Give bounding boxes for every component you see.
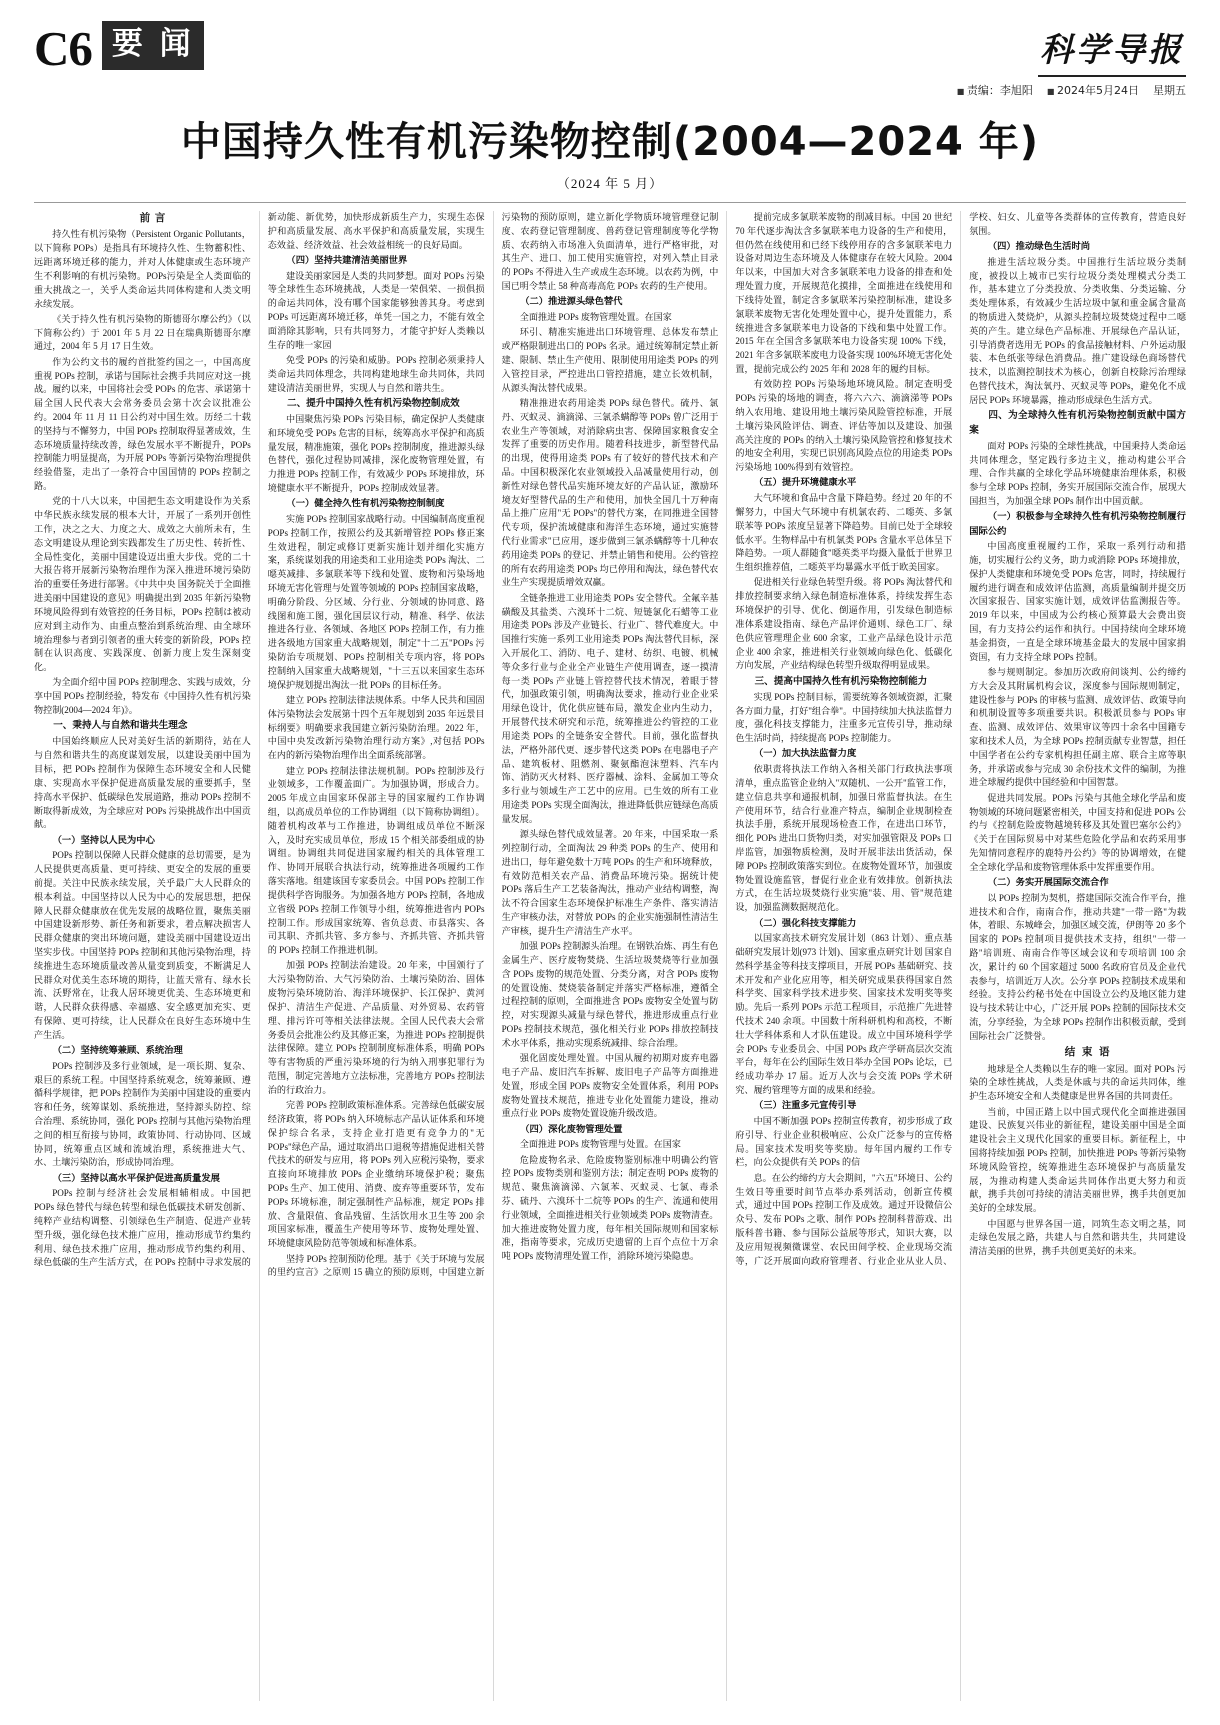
article-heading: （一）积极参与全球持久性有机污染物控制履行国际公约 — [969, 512, 1186, 537]
article-paragraph: 息。在公约缔约方大会期间，"六五"环境日、公约生效日等重要时间节点举办系列活动，创新宣传模式，通过中国 POPs 控制工作及成效。通过开设微信公众号、发布 POPs 之歌、制作 POPs 控制科普游戏、出版科普书籍、参与国际公益展等形式，知识大赛，以及应用短视频微课堂、农民田间学校、企业现场交流等，广泛开展面向政府管理者、行业企业从业人员、学校、妇女、儿童等各类群体的宣传教育，营造良好氛围。 — [735, 212, 1186, 1266]
page-title: 中国持久性有机污染物控制(2004—2024 年) — [180, 119, 1040, 165]
issue-weekday: 星期五 — [1153, 84, 1186, 97]
article-heading: 二、提升中国持久性有机污染物控制成效 — [286, 397, 460, 409]
article-paragraph: 参与规则制定。参加历次政府间谈判、公约缔约方大会及其附属机构会议，深度参与国际规则制定，建设性参与 POPs 的审核与监测、成效评估、政策导向和机制设置等多项重要共识。积极派员参与 POPs 审查、监测、成效评估、效果审议等四十余名中国籍专家和技术人员，为全球 POPs 控制贡献专业智慧，担任中国学者在公约专家机构担任副主席、联合主席等职务，并承诺或参与完成 30 余份技术文件的编制，为推进全球履约提供中国经验和中国智慧。 — [969, 666, 1186, 788]
article-paragraph: 持久性有机污染物（Persistent Organic Pollutants，以下简称 POPs）是指具有环境持久性、生物蓄积性、远距离环境迁移的能力，并对人体健康或生态环境产生不利影响的有机污染物。POPs污染是全人类面临的重大挑战之一，关乎人类命运共同体构建和人类文明永续发展。 — [34, 229, 251, 309]
article-paragraph: 全链条推进工业用途类 POPs 安全替代。全氟辛基磺酸及其盐类、六溴环十二烷、短链氯化石蜡等工业用途类 POPs 涉及产业链长、行业广、替代难度大。中国推行实施一系列工业用途类 POPs 淘汰替代目标，深入开展化工、消防、电子、建材、纺织、电镀、机械等众多行业与企业全产业链生产使用调查，逐一摸清每一类 POPs 产业链上管控替代技术情况，着眼于替代，加强政策引领，明确淘汰要求，推动行业企业采用绿色设计，优化供应链布局，激发企业内生动力，开展替代技术研究和示范，统筹推进公约管控的工业用途类 POPs 的全链条安全替代。目前，强化监督执法，严格外部代更、逐步替代这类 POPs 在电器电子产品、建筑板材、阻燃剂、聚氨酯泡沫塑料、汽车内饰、消防灭火材料、医疗器械、涂料、金属加工等众多行业与领域生产工艺中的应用。已生效的所有工业用途类 POPs 实现全面淘汰，推进降低供应链绿色高质量发展。 — [501, 592, 719, 824]
article-paragraph: 大气环境和食品中含量下降趋势。经过 20 年的不懈努力，中国大气环境中有机氯农药、二噁英、多氯联苯等 POPs 浓度呈显著下降趋势。目前已处于全球较低水平。生物样品中有机氯类 POPs 含量水平总体呈下降趋势。一项人群随食"噁英类平均摄入量低于世界卫生组织推荐值，二噁英平均暴露水平低于欧美国家。 — [735, 493, 953, 573]
article-paragraph: 中国始终顺应人民对美好生活的新期待，站在人与自然和谐共生的高度谋划发展，以建设美丽中国为目标，把 POPs 控制作为保障生态环境安全和人民健康、实现高水平保护促进高质量发展的重要抓手，坚持高水平保护、低碳绿色发展道路，推动 POPs 控制不断取得新成效，为全球应对 POPs 污染挑战作出中国贡献。 — [34, 736, 251, 830]
article-paragraph: 有效防控 POPs 污染场地环境风险。制定查明受 POPs 污染的场地的调查，将六六六、滴滴涕等 POPs 纳入农用地、建设用地土壤污染风险管控标准，开展土壤污染风险评估、调查、评估等加以及建设、加强高关注度的 POPs 的纳入土壤污染风险管控和修复技术的地安全利用，实现已识别高风险点位的用途类 POPs 污染场地 100%得到有效管控。 — [735, 379, 953, 473]
article-heading: （五）提升环境健康水平 — [753, 478, 857, 489]
article-paragraph: 建立 POPs 控制法律法规机制。POPs 控制涉及行业领域多，工作覆盖面广。为加强协调，形成合力。2005 年成立由国家环保部主导的国家履约工作协调组，以高成员单位的工作协调组（以下简称协调组）。随着机构改革与工作推进，协调组成员单位不断深入，及时充实成员单位，形成 15 个相关部委组成的协调组。协调组共同促进国家履约相关的具体管理工作、协同开展联合执法行动，统筹推进各项履约工作落实落地。组建该国专家委员会。中国 POPs 控制工作提供科学咨询服务。为加强各地方 POPs 控制，各地成立省级 POPs 控制工作领导小组，统筹推进省内 POPs 控制工作。形成国家统筹、省负总责、市县落实、各司其职、齐抓共管、多方参与、齐抓共管、齐抓共管的 POPs 控制工作推进机制。 — [267, 765, 485, 956]
article-heading: （二）务实开展国际交流合作 — [987, 878, 1109, 889]
article-paragraph: 加强 POPs 控制源头治理。在钢铁冶炼、再生有色金属生产、医疗废物焚烧、生活垃圾焚烧等行业加强含 POPs 废物的规范处置、分类分离，对含 POPs 废物的处置设施、焚烧装备制定并落实严格标准，遵循全过程控制的原则，全面推进含 POPs 废物安全处置与防控，对实现源头减量与绿色替代，推进形成重点行业 POPs 控制技术规范，强化相关行业 POPs 排放控制技术水平体系，推动实现系统减排、综合治理。 — [501, 941, 719, 1048]
article-paragraph: 加强 POPs 控制法治建设。20 年来，中国颁行了大污染物防治、大气污染防治、土壤污染防治、固体废物污染环境防治、海洋环境保护、长江保护、黄河保护、清洁生产促进、产品质量、对外贸易、农药管理、排污许可等相关法律法规。全国人民代表大会常务委员会批准公约及其修正案，为推进 POPs 控制提供法律保障。建立 POPs 控制制度标准体系，明确 POPs 等有害物质的严重污染环境的行为纳入刑事犯罪行为范围，制定完善地方立法标准，完善地方 POPs 控制法治的行政治力。 — [267, 960, 485, 1095]
article-body — [34, 211, 1186, 1701]
article-paragraph: 中国高度重视履约工作，采取一系列行动和措施，切实履行公约义务，助力或消除 POPs 环境排放，保护人类健康和环境免受 POPs 危害，同时，持续履行履约进行调查和成效评估监测，高质量编制并提交历次国家报告、国家实施计划，成效评估监测报告等。2019 年以来，中国成为公约核心预算最大会费出资国，有力支持公约运作和执行。中国持续向全球环境基金捐资，一直是全球环境基金最大的发展中国家捐资国，有力支持全球 POPs 控制。 — [969, 541, 1186, 662]
article-paragraph: 精准推进农药用途类 POPs 绿色替代。硫丹、氯丹、灭蚁灵、滴滴涕、三氯杀螨醇等 POPs 曾广泛用于农业生产等领域，对消除病虫害、保障国家粮食安全发挥了重要的历史作用。随着科技进步，新型替代品的出现，使得用途类 POPs 有了较好的替代技术和产品。中国积极深化农业领域投入品减量使用行动，创新性对绿色替代品实施环境友好的产品认证，激励环境友好型替代品的生产和使用，加快全国几十万种南品上推广应用"无 POPs"的替代方案，在同推进全国替代专项，保护流域健康和海洋生态环境，通过实施替代行业需求"已应用，逐步做到三氯杀螨醇等十几种农药用途类 POPs 的登记、并禁止销售和使用。公约管控的所有农药用途类 POPs 均已停用和淘汰，绿色替代农业生产实现提质增效双赢。 — [501, 397, 719, 588]
article-heading: 一、秉持人与自然和谐共生理念 — [53, 720, 188, 732]
article-heading: （二）推进源头绿色替代 — [520, 297, 623, 308]
article-paragraph: 源头绿色替代成效显著。20 年来，中国采取一系列控制行动，全面淘汰 29 种类 POPs 的生产、使用和进出口，每年避免数十万吨 POPs 的生产和环境释放，有效防范相关农产品、消费品环境污染。据统计使 POPs 落后生产工艺装备淘汰，推动产业结构调整，淘汰不符合国家生态环境保护标准生产条件、落实清洁生产审核办法，对替放 POPs 的企业实施强制性清洁生产审核，提升生产清洁生产水平。 — [501, 829, 719, 936]
article-paragraph: 党的十八大以来，中国把生态文明建设作为关系中华民族永续发展的根本大计，开展了一系列开创性工作，决之之大、力度之大、成效之大前所未有，生态文明建设从理论到实践都发生了历史性、转折性、全局性变化，美丽中国建设迈出重大步伐。党的二十大报告将开展新污染物治理作为深入推进环境污染防治的重要任务进行部署。《中共中央 国务院关于全面推进美丽中国建设的意见》明确提出到 2035 年新污染物环境风险得到有效管控的任务目标，POPs 控制は被动应对到主动作为、由重点整治到系统治理、由全球环境治理参与者到引领者的重大转变的新阶段，POPs 控制在认识高度、实践深度、创新力度上发生深刻变化。 — [34, 496, 251, 673]
article-paragraph: POPs 控制涉及多行业领域，是一项长期、复杂、艰巨的系统工程。中国坚持系统观念，统筹兼顾、遵循科学规律，把 POPs 控制作为美丽中国建设的重要内容和任务，统筹谋划、系统推进，坚持源头防控、综合治理、系统协同，强化 POPs 控制与其他污染物治理之间的相互衔接与协同，政策协同、行动协同、区域协同，统筹重点区域和流域治理，系统推进大气、水、土壤污染防治，形成协同治理。 — [34, 1060, 251, 1168]
article-paragraph: 实施 POPs 控制国家战略行动。中国编制高度重视 POPs 控制工作，按照公约及其新增管控 POPs 修正案生效进程，制定或修订更新实施计划并细化实施方案，系统谋划我的用途类和工业用途类 POPs 淘汰、二噁英减排、多氯联苯等下线和处置、废物和污染场地环境无害化管理与处置等领域的 POPs 控制国家战略，明确分阶段、分区域、分行业、分领域的协同意、路线图和施工图，强化国层议行动，精准、科学、依法推进各行业、各领域、各地区 POPs 控制工作，有力推进各级地方国家重大战略规划，制定"十二五"POPs 污染防治专项规划、POPs 控制相关专项内容，将 POPs 控制纳入国家重大战略规划，"十三五以来国家生态环境保护规划提出淘汰一批 POPs 的目标任务。 — [267, 513, 485, 690]
article-heading: （二）坚持统筹兼顾、系统治理 — [52, 1046, 183, 1057]
article-paragraph: POPs 控制以保障人民群众健康的总切需要，是为人民提供更高质量、更可持续、更安全的发展的重要前提。关注中民族永续发展，关乎最广大人民群众的根本利益。中国坚持以人民为中心的发展思想，把保障人民群众健康放在优先发展的战略位置，聚焦美丽中国建设新形势、新任务和新要求，着点解决损害人民群众健康的突出环境问题，建设美丽中国建设迈出坚实步伐。中国坚持 POPs 控制和其他污染物治理，持续推进生态环境质量改善从量变到质变，不断满足人民群众对优美生态环境的期待，让蓝天常有、绿水长流、沃野常在，让我人居环境更优美、生态环境更和谐，人民群众获得感、幸福感、安全感更加充实、更有保障、更可持续，让人民群众在良好生态环境中生产生活。 — [34, 850, 251, 1040]
article-paragraph: 建设美丽家园是人类的共同梦想。面对 POPs 污染等全球性生态环境挑战，人类是一荣俱荣、一损俱损的命运共同体，没有哪个国家能够独善其身。考虑到 POPs 可远距离环境迁移，单凭一国之力，不能有效全面消除其影响，只有共同努力，才能守护好人类赖以生存的唯一家园 — [267, 270, 485, 350]
article-heading: （四）推动绿色生活时尚 — [987, 242, 1091, 253]
article-paragraph: 坚持 POPs 控制预防伦理。基于《关于环境与发展的里约宣言》之原则 15 确立的预防原则，中国建立新污染物的预防原则，建立新化学物质环境管理登记制度、农药登记管理制度、兽药登记管理制度等化学物质、农药纳入市场准入负面清单，进行严格审批，对其生产、进口、加工使用实施管控，对列入禁止目录的 POPs 不得进入生产或成生态环境。以农药为例，中国已明令禁止 58 种高毒高危 POPs 农药的生产使用。 — [267, 212, 719, 1278]
article-paragraph: 危险废物名录、危险废物鉴别标准中明确公约管控 POPs 废物类别和鉴别方法；制定查明 POPs 废物的规范、聚焦滴滴涕、六氯苯、灭蚁灵、七氯、毒杀芬、硫丹、六溴环十二烷等 POPs 的生产、流通和使用行业领域，全面推进相关行业领域类 POPs 废物清查。加大推进废物处置力度，每年相关国际规则和国家标准，指南等要求，完成历史遗留的上百个点位十万余吨 POPs 废物清理处置工作，消除环境污染隐患。 — [501, 1154, 719, 1262]
masthead-meta — [957, 82, 1186, 98]
article-paragraph: 提前完成多氯联苯废物的削减目标。中国 20 世纪 70 年代逐步淘汰含多氯联苯电力设备的生产和使用，但仍然在线使用和已经下线停用存的含多氯联苯电力设备对周边生态环境及人体健康存在较大风险。2004 年以来，中国加大对含多氯联苯电力设备的排查和处理处置力度，开展规范化摸排，全面推进在线使用和下线待处置，制定含多氯联苯污染控制标准，建设多氯联苯废物无害化处理处置中心，提升处置能力，系统推进含多氯联苯电力设备的下线和集中处置工作。2015 年在全国含多氯联苯电力设备实现 100% 下线，2021 年含多氯联苯废电力设备实现 100%环境无害化处置，提前完成公约 2025 年和 2028 年的履约目标。 — [735, 212, 953, 374]
article-paragraph: 建立 POPs 控制法律法规体系。中华人民共和国固体污染物法会发展第十四个五年规划到 2035 年远景目标纲要》明确要求我国建立新污染防治理。2022 年，中国中央发改新污染物治理行动方案》,对包括 POPs 在内的新污染物治理作出全面系统部署。 — [267, 695, 485, 761]
article-heading: （二）强化科技支撑能力 — [753, 918, 857, 929]
article-paragraph: 为全面介绍中国 POPs 控制理念、实践与成效，分享中国 POPs 控制经验，特发布《中国持久性有机污染物控制(2004—2024 年)》。 — [34, 677, 251, 716]
article-paragraph: 中国不断加强 POPs 控制宣传教育，初步形成了政府引导、行业企业积极响应、公众广泛参与的宣传格局。国家技术发明奖等奖励。每年国内履约工作专栏，向公众提供有关 POPs 的信 — [735, 1116, 953, 1168]
article-heading: （三）坚持以高水平保护促进高质量发展 — [52, 1173, 220, 1184]
article-paragraph: 《关于持久性有机污染物的斯德哥尔摩公约》（以下简称公约）于 2001 年 5 月 22 日在瑞典斯德哥尔摩通过，2004 年 5 月 17 日生效。 — [34, 313, 251, 352]
article-heading: 结 束 语 — [1064, 1047, 1112, 1059]
article-paragraph: 全面推进 POPs 废物管理处置。在国家 — [519, 312, 672, 322]
article-paragraph: 推进生活垃圾分类。中国推行生活垃圾分类制度，被投以上城市已实行垃圾分类处理模式分类工作，基本建立了分类投放、分类收集、分类运输、分类处理体系，有效减少生活垃圾中氯和重金属含量高的物质进入焚烧炉，从源头控制垃圾焚烧过程中二噁英的产生。建立绿色产品标准、开展绿色产品认证，引导消费者选用无 POPs 的食品接触材料、户外运动服装、本色纸张等绿色消费品。推广建设绿色商场替代技术，以监测控制技术为核心，创新自校除污治理绿色替代技术，淘汰氧丹、灭蚁灵等 POPs，避免化不成居民 POPs 环境暴露，推动形成绿色生活方式。 — [969, 256, 1186, 405]
article-heading: （四）坚持共建清洁美丽世界 — [286, 255, 408, 266]
article-paragraph: 当前，中国正踏上以中国式现代化全面推进强国建设、民族复兴伟业的新征程，建设美丽中国是全面建设社会主义现代化国家的重要目标。新征程上，中国将持续加强 POPs 控制，加快推进 POPs 等新污染物环境风险管控，统筹推进生态环境保护与高质量发展，为推动构建人类命运共同体作出更大努力和贡献，携手共创可持续的清洁美丽世界，携手共创更加美好的全球发展。 — [969, 1106, 1186, 1214]
article-paragraph: 实现 POPs 控制目标，需要统筹各领域资源，汇聚各方面力量，打好"组合拳"。中国持续加大执法监督力度，强化科技支撑能力，注重多元宣传引导，推动绿色生活时尚，持续提高 POPs 控制能力。 — [735, 691, 953, 744]
article-paragraph: POPs 控制与经济社会发展相辅相成。中国把 POPs 绿色替代与绿色转型和绿色低碳技术研发创新、纯粹产业结构调整、引领绿色生产制造、促进产业转型升级，强化绿色技术推广应用，推动形成节约集约利用、绿色技术推广应用，推动形成节约集约利用、绿色低碳的生产生活方式，在 POPs 控制中寻求发展的新动能、新优势，加快形成新质生产力，实现生态保护和高质量发展、高水平保护和高质量发展，实现生态效益、经济效益、社会效益相统一的良好局面。 — [34, 212, 485, 1268]
article-paragraph: 作为公约文书的履约首批签约国之一，中国高度重视 POPs 控制，承诺与国际社会携手共同应对这一挑战。履约以来，中国将社会受 POPs 的危害、承诺第十届全国人民代表大会常务委员会第十次会议批准公约。2004 年 11 月 11 日公约对中国生效。历经二十载的坚持与不懈努力，中国 POPs 控制取得显著成效，生态环境质量持续改善，绿色发展水平不断提升，POPs 控制能力明显提高，为开展 POPs 等新污染物治理提供经验借鉴，走出了一条符合中国国情的 POPs 控制之路。 — [34, 356, 251, 492]
article-paragraph: 促进共同发展。POPs 污染与其他全球化学品和废物领域的环境问题紧密相关，中国支持和促进 POPs 公约与《控制危险废物越境转移及其处置巴塞尔公约》《关于在国际贸易中对某些危险化学品和农药采用事先知情同意程序的鹿特丹公约》等的协调增效，在健全全球化学品和废物管理体系中发挥重要作用。 — [969, 792, 1186, 872]
article-paragraph: 以 POPs 控制为契机，搭建国际交流合作平台，推进技术和合作，南南合作，推动共建"一带一路"为载体，着眼、东城峰会，加强区域交流，伊朗等 20 多个国家的 POPs 控制项目提供技术支持，组织"一带一路"培训班、南南合作等区域会议和专项培训 100 余次，累计约 60 个国家超过 5000 名政府官员及企业代表参与，培训近万人次。公分享 POPs 控制技术成果和经验。支持公约秘书处在中国设立公约及地区能力建设与技术转让中心，广泛开展 POPs 控制的国际技术交流，分享经验，为全球 POPs 控制作出积极贡献，受到国际社会广泛赞誉。 — [969, 892, 1186, 1041]
article-heading: 三、提高中国持久性有机污染物控制能力 — [754, 675, 928, 687]
divider — [34, 202, 1186, 203]
article-paragraph: 促进相关行业绿色转型升级。将 POPs 淘汰替代和排放控制要求纳入绿色制造标准体系，持续发挥生态环境保护的引导、优化、倒逼作用，引发绿色制造标准体系建设指南、绿色产品评价通则、绿色工厂、绿色供应管理理企业 600 余家，工业产品绿色设计示范企业 400 余家，推进相关行业领域向绿色化、低碳化方向发展，产业结构绿色转型升级取得明显成果。 — [735, 577, 953, 671]
article-paragraph: 全面推进 POPs 废物管理与处置。在国家 — [519, 1139, 681, 1150]
article-paragraph: 环引、精准实施进出口环境管理、总体发布禁止或严格限制进出口的 POPs 名录。通过统筹制定禁止新建、限制、禁止生产使用、限制使用用途类 POPs 的列入管控目录，严控进出口管控措施，建立长效机制，从源头淘汰替代成果。 — [501, 327, 719, 393]
article-paragraph: 以国家高技术研究发展计划（863 计划）、重点基础研究发展计划(973 计划)、国家重点研究计划 国家自然科学基金等科技支撑项目，开展 POPs 基础研究、技术开发和产业化应用等，相关研究成果获得国家自然科学奖、国家科学技术进步奖、国家技术发明奖等奖励。先后一系列 POPs 示范工程项目，示范推广先进替代技术 240 余项。中国数十所科研机构和高校，不断壮大学科体系和人才队伍建设。成立中国环境科学学会 POPs 专业委员会、中国 POPs 政产学研高层次交流平台，每年在公约国际生效日举办全国 POPs 论坛，已经成功举办 17 届。近万人次与会交流 POPs 学术研究、履约管理等方面的成果和经验。 — [735, 933, 953, 1096]
article-paragraph: 依职责将执法工作纳入各相关部门行政执法事项清单，重点监管企业纳入"双随机、一公开"监管工作，建立信息共享和通报机制，加强日常监督执法。在生产使用环节，结合行业准产特点，编制企业规制检查执法手册，系统开展现场检查工作，在进出口环节，细化 POPs 进出口货物归类，对实加强管限及 POPs 口岸监管，加强物质检测，及时开展非法出货活动，保障 POPs 控制政策落实到位。在废物处置环节，加强废物处置设施监管，督促行业企业有效排放。创新执法方式，在生活垃圾焚烧行业实施"装、用、管"规范建设，加强监测数据规范化。 — [735, 764, 953, 913]
masthead-right — [957, 18, 1186, 98]
article-heading: （四）深化废物管理处置 — [520, 1124, 623, 1135]
article-heading: 前 言 — [139, 213, 167, 224]
article-heading: （一）坚持以人民为中心 — [52, 835, 155, 846]
article-paragraph: 中国愿与世界各国一道，同筑生态文明之基，同走绿色发展之路，共建人与自然和谐共生，共同建设清洁美丽的世界，携手共创更美好的未来。 — [969, 1218, 1186, 1257]
article-paragraph: 中国聚焦污染 POPs 污染目标，确定保护人类健康和环境免受 POPs 危害的目标，统筹高水平保护和高质量发展，精准施策，强化 POPs 控制制度，推进源头绿色替代，强化过程协同减排，深化废物管理处置，有力推进 POPs 控制工作，有效减少 POPs 环境排放，环境健康水平不断提升，POPs 控制成效显著。 — [267, 413, 485, 494]
masthead-left — [34, 18, 204, 76]
article-heading: （一）加大执法监督力度 — [753, 749, 857, 760]
article-paragraph: 免受 POPs 的污染和威胁。POPs 控制必须秉持人类命运共同体理念，共同构建地球生命共同体，共同建设清洁美丽世界，实现人与自然和谐共生。 — [267, 354, 485, 393]
article-paragraph: 完善 POPs 控制政策标准体系。完善绿色低碳安展经济政策，将 POPs 纳入环境标志产品认证体系和环境保护综合名录，支持企业打造更有竞争力的"无 POPs"绿色产品，通过取消出口退税等措施促进相关替代技术的研发与应用，将 POPs 列入应税污染物，要求直接向环境排放 POPs 企业缴纳环境保护税；聚焦 POPs 生产、加工使用、消费、废弃等重要环节，发布 POPs 环境标准，制定强制性产品标准，规定 POPs 排放、含量限值、食品残留、生活饮用水卫生等 200 余项国家标准，覆盖生产使用等环节、废物处理处置、环境健康风险防范等领域和标准体系。 — [267, 1100, 485, 1249]
masthead — [34, 18, 1186, 96]
article-heading: （一）健全持久性有机污染物控制制度 — [286, 499, 445, 510]
issue-date: ■ 2024年5月24日 — [1047, 82, 1139, 98]
page-number: C6 — [34, 21, 92, 76]
page-subtitle: （2024 年 5 月） — [556, 176, 664, 191]
article-paragraph: 强化固废处理处置。中国从履约初期对废弃电器电子产品、废旧汽车拆解、废旧电子产品等方面推进处置，形成全国 POPs 废物安全处置体系，利用 POPs 废物处置技术规范，推进专业化处置能力建设，推动重点行业 POPs 废物处置设施升级改造。 — [501, 1053, 719, 1119]
article-paragraph: 面对 POPs 污染的全球性挑战，中国秉持人类命运共同体理念，坚定践行多边主义，推动构建公平合理、合作共赢的全球化学品环境健康治理体系，积极参与全球 POPs 控制，务实开展国际交流合作，展现大国担当，为加强全球 POPs 制作出中国贡献。 — [969, 440, 1186, 507]
article-heading: （三）注重多元宣传引导 — [753, 1101, 857, 1112]
paper-name: 科学导报 — [1038, 20, 1186, 77]
editor-label: ■ 责编：李旭阳 — [957, 82, 1033, 98]
section-badge: 要 闻 — [102, 21, 204, 70]
article-paragraph: 地球是全人类赖以生存的唯一家园。面对 POPs 污染的全球性挑战，人类是休戚与共的命运共同体，维护生态环境安全和人类健康是世界各国的共同责任。 — [969, 1063, 1186, 1102]
article-heading: 四、为全球持久性有机污染物控制贡献中国方案 — [969, 410, 1186, 436]
